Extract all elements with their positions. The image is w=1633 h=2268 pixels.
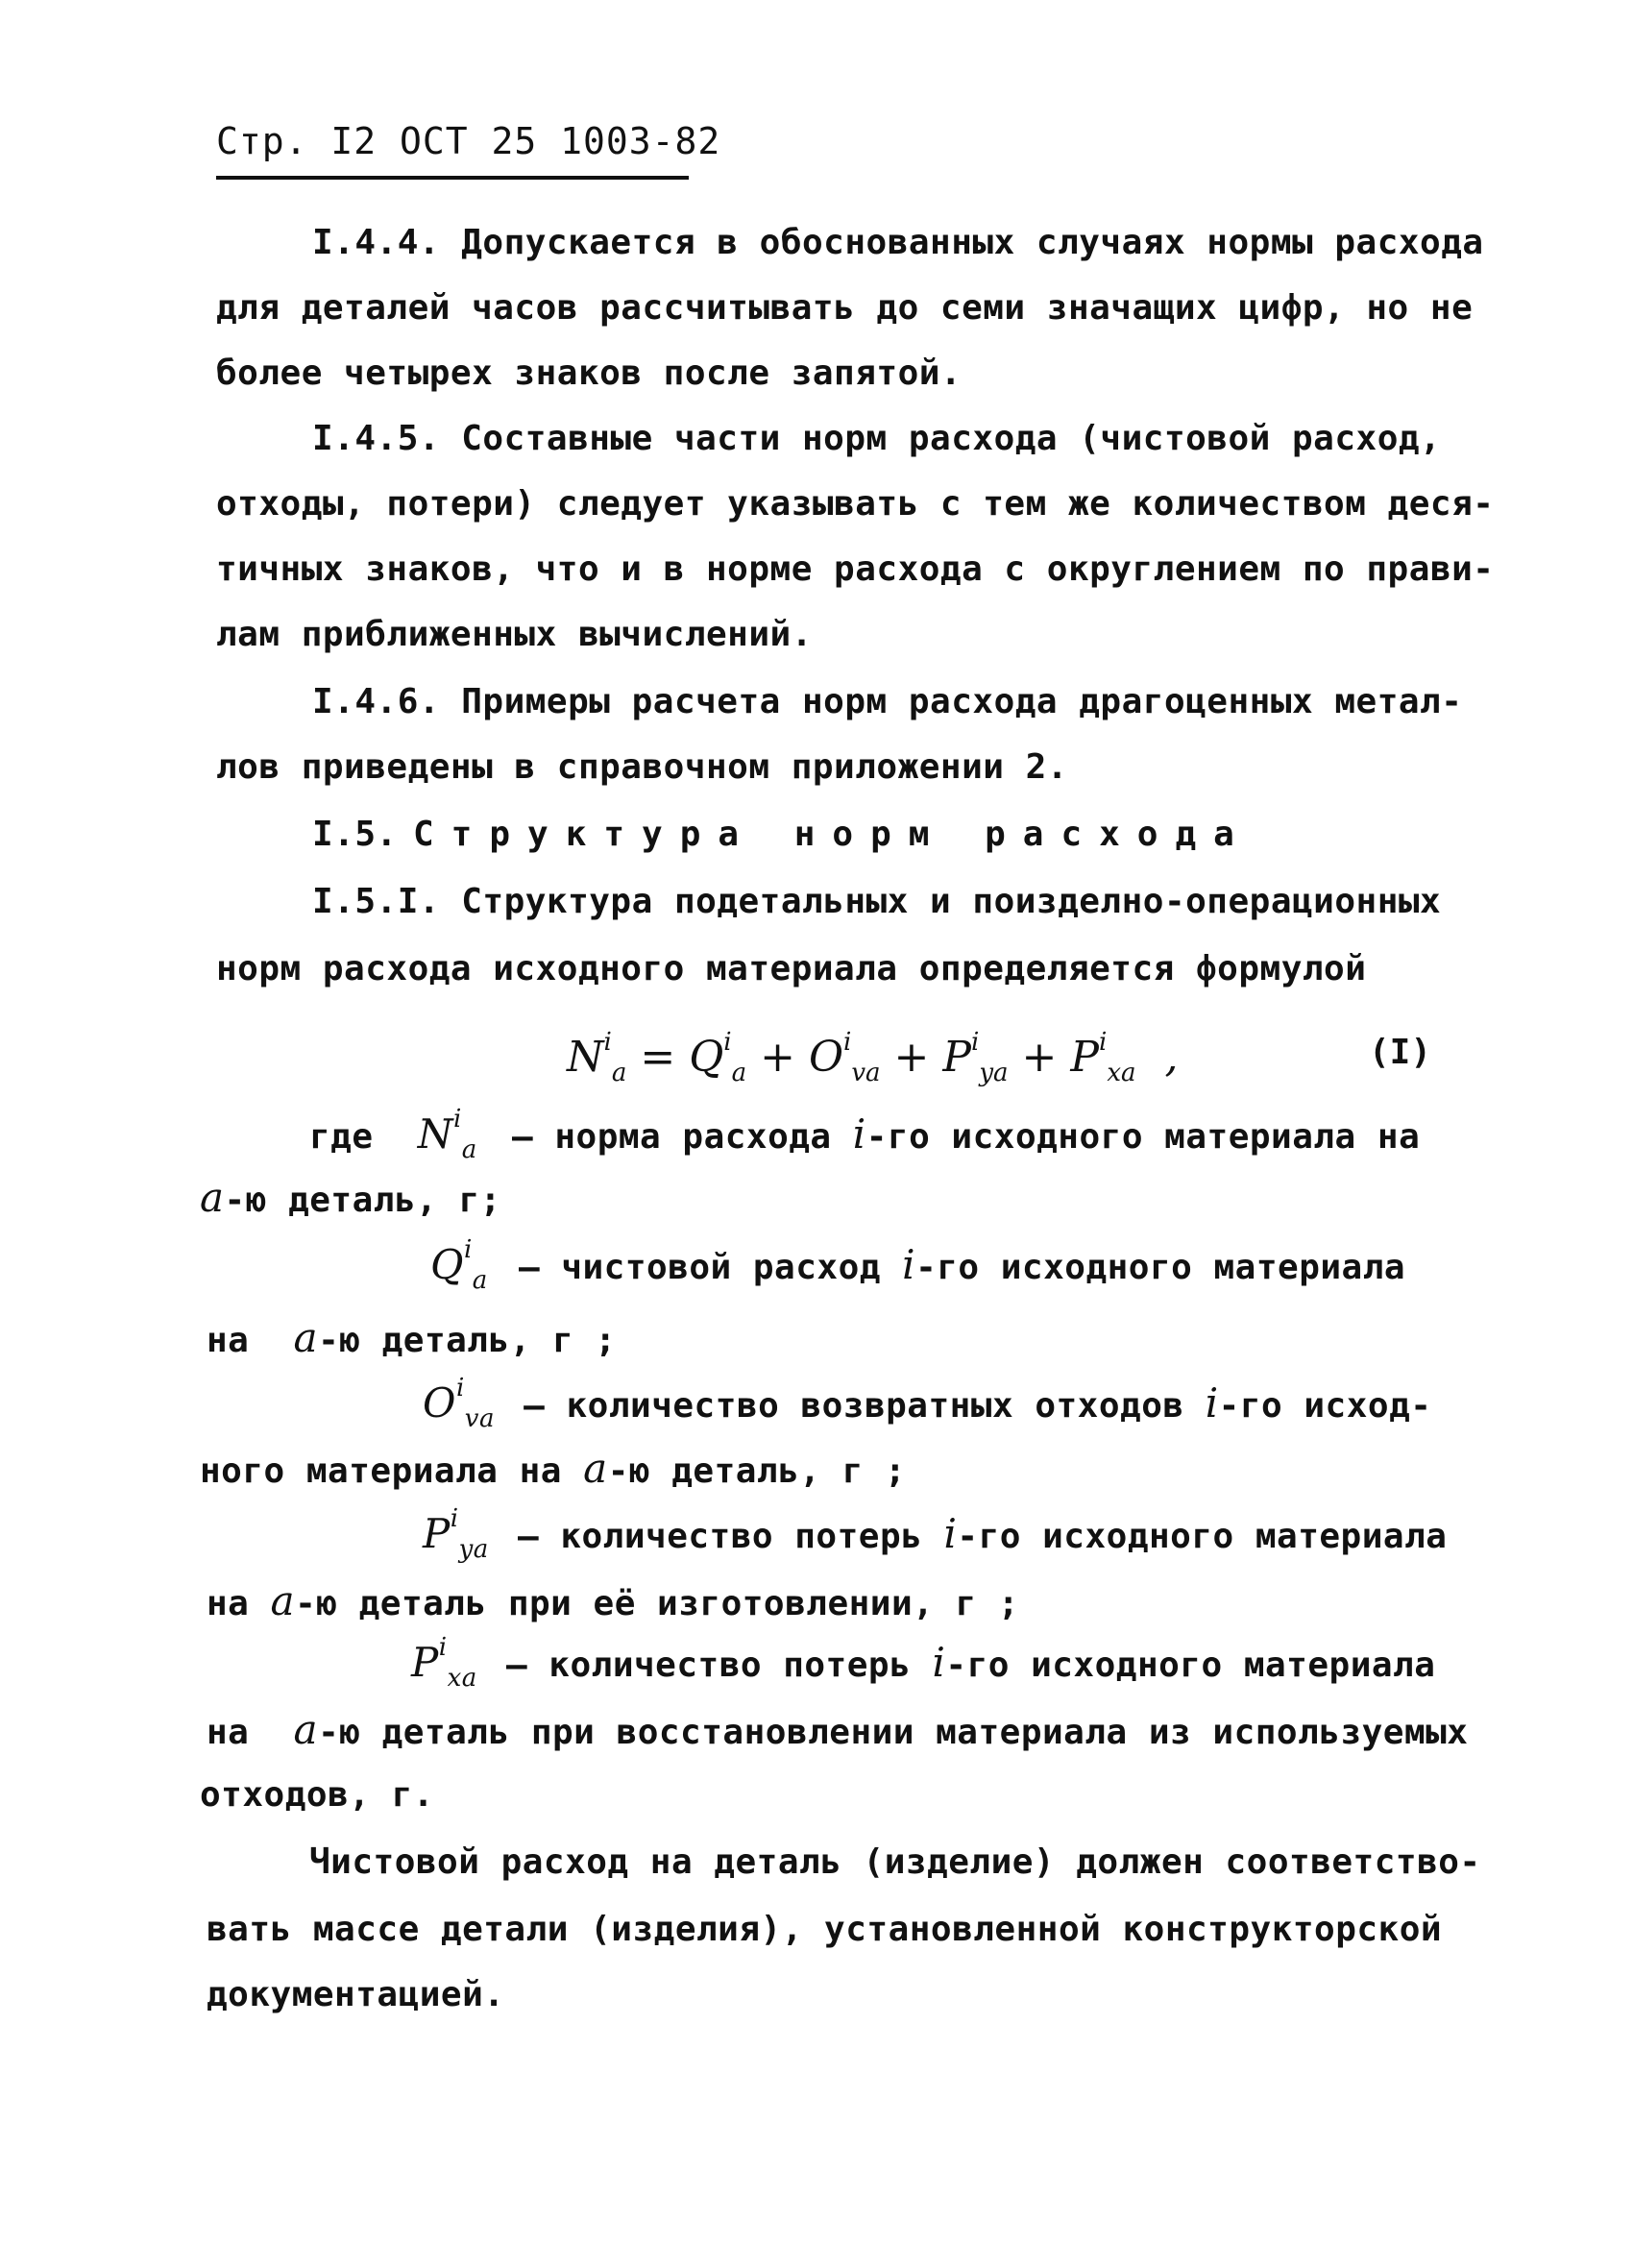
definition-text: ного материала на [200, 1451, 562, 1491]
formula-term: P [942, 1033, 972, 1082]
formula-term: O [808, 1033, 844, 1082]
formula-sup: i [971, 1028, 980, 1057]
definition-text: -ю деталь, г ; [318, 1321, 617, 1360]
symbol-sup: i [455, 1374, 465, 1402]
formula-number: (I) [1369, 1033, 1432, 1072]
where-label: где [309, 1117, 374, 1157]
definition-text: – количество потерь [517, 1517, 923, 1556]
page-header: Стр. I2 ОСТ 25 1003-82 [216, 120, 689, 180]
symbol-sub: a [472, 1266, 488, 1295]
formula-sub: ya [979, 1059, 1009, 1087]
formula-sup: i [723, 1028, 732, 1057]
paragraph-line: отходы, потери) следует указывать с тем же количеством деся- [216, 484, 1495, 524]
symbol-base: N [417, 1110, 453, 1158]
definitions-line [309, 1105, 1420, 1164]
formula-plus: + [1008, 1033, 1071, 1082]
definition-text: -го исходного материала на [865, 1117, 1421, 1157]
definition-text: -го исходного материала [945, 1646, 1436, 1685]
symbol-sub: xa [447, 1664, 477, 1693]
paragraph-line: I.5.I. Структура подетальных и поизделно-операционных [312, 882, 1442, 921]
definition-text: -ю деталь, г; [224, 1181, 501, 1220]
symbol-P [423, 1504, 489, 1564]
definition-text: -ю деталь при восстановлении материала из используемых [318, 1713, 1469, 1752]
definitions-line [430, 1235, 1405, 1295]
definition-text: на [207, 1713, 250, 1752]
symbol-base: P [411, 1639, 439, 1686]
paragraph-line: более четырех знаков после запятой. [216, 354, 963, 393]
paragraph-line: для деталей часов рассчитывать до семи значащих цифр, но не [216, 288, 1474, 328]
definition-text: – количество возвратных отходов [524, 1386, 1184, 1426]
formula-eq: = [626, 1033, 690, 1082]
index-symbol: i [932, 1639, 946, 1686]
index-symbol: i [1205, 1379, 1219, 1427]
formula-sup: i [843, 1028, 852, 1057]
formula-sub: a [731, 1059, 747, 1087]
formula-sub: xa [1107, 1059, 1136, 1087]
symbol-sup: i [452, 1105, 462, 1134]
definitions-line [207, 1314, 617, 1361]
definitions-line [423, 1374, 1431, 1433]
formula-term: P [1070, 1033, 1099, 1082]
definition-text: -ю деталь при её изготовлении, г ; [295, 1584, 1020, 1623]
index-symbol: i [852, 1110, 866, 1158]
paragraph-line: норм расхода исходного материала определяется формулой [216, 949, 1367, 988]
definition-text: – чистовой расход [518, 1248, 881, 1287]
index-symbol: i [943, 1510, 958, 1557]
definition-text: -го исходного материала [915, 1248, 1406, 1287]
definition-text: -ю деталь, г ; [607, 1451, 907, 1491]
definitions-line [200, 1445, 906, 1492]
symbol-P [411, 1633, 477, 1693]
formula-sup: i [1099, 1028, 1108, 1057]
symbol-sup: i [438, 1633, 448, 1662]
symbol-sub: ya [458, 1535, 489, 1564]
symbol-Q [430, 1235, 488, 1295]
index-symbol: i [902, 1241, 916, 1288]
symbol-base: O [423, 1379, 456, 1427]
paragraph-line: I.4.4. Допускается в обоснованных случаях нормы расхода [312, 223, 1484, 262]
formula-plus: + [746, 1033, 809, 1082]
definition-text: – количество потерь [505, 1646, 912, 1685]
symbol-sup: i [450, 1504, 459, 1533]
definitions-line [207, 1577, 1019, 1624]
paragraph-line: лам приближенных вычислений. [216, 615, 813, 654]
formula [567, 1028, 1179, 1087]
formula-comma: , [1164, 1033, 1179, 1082]
formula-term: Q [689, 1033, 724, 1082]
index-symbol: a [583, 1445, 608, 1492]
definition-text: -го исходного материала [957, 1517, 1448, 1556]
index-symbol: a [293, 1314, 319, 1361]
paragraph-line: I.4.5. Составные части норм расхода (чистовой расход, [312, 419, 1442, 458]
definition-text: на [207, 1321, 250, 1360]
definitions-line [207, 1706, 1468, 1753]
paragraph-line: I.4.6. Примеры расчета норм расхода драгоценных метал- [312, 682, 1463, 721]
definitions-line [200, 1174, 501, 1221]
definitions-line [423, 1504, 1447, 1564]
symbol-base: Q [430, 1241, 464, 1288]
symbol-base: P [423, 1510, 451, 1557]
definition-text: – норма расхода [512, 1117, 832, 1157]
symbol-sup: i [463, 1235, 473, 1264]
symbol-N [417, 1105, 477, 1164]
paragraph-line: лов приведены в справочном приложении 2. [216, 747, 1068, 787]
paragraph-line: тичных знаков, что и в норме расхода с округлением по прави- [216, 549, 1495, 589]
definition-text: -го исход- [1218, 1386, 1432, 1426]
formula-lhs: N [567, 1033, 604, 1082]
index-symbol: a [270, 1577, 296, 1624]
paragraph-line: вать массе детали (изделия), установленной конструкторской [207, 1910, 1443, 1949]
formula-plus: + [880, 1033, 943, 1082]
symbol-sub: va [464, 1404, 495, 1433]
paragraph-line: Чистовой расход на деталь (изделие) должен соответство- [309, 1842, 1481, 1882]
paragraph-line: документацией. [207, 1975, 505, 2014]
definition-text: на [207, 1584, 250, 1623]
symbol-sub: a [461, 1135, 477, 1164]
formula-sub: a [611, 1059, 627, 1087]
index-symbol: a [200, 1174, 225, 1221]
formula-sub: va [851, 1059, 881, 1087]
section-number: I.5. [312, 815, 398, 854]
symbol-O [423, 1374, 495, 1433]
definitions-line [411, 1633, 1435, 1693]
formula-sup: i [603, 1028, 612, 1057]
section-title: Структура норм расхода [413, 815, 1252, 854]
definitions-line: отходов, г. [200, 1775, 434, 1815]
index-symbol: a [293, 1706, 319, 1753]
